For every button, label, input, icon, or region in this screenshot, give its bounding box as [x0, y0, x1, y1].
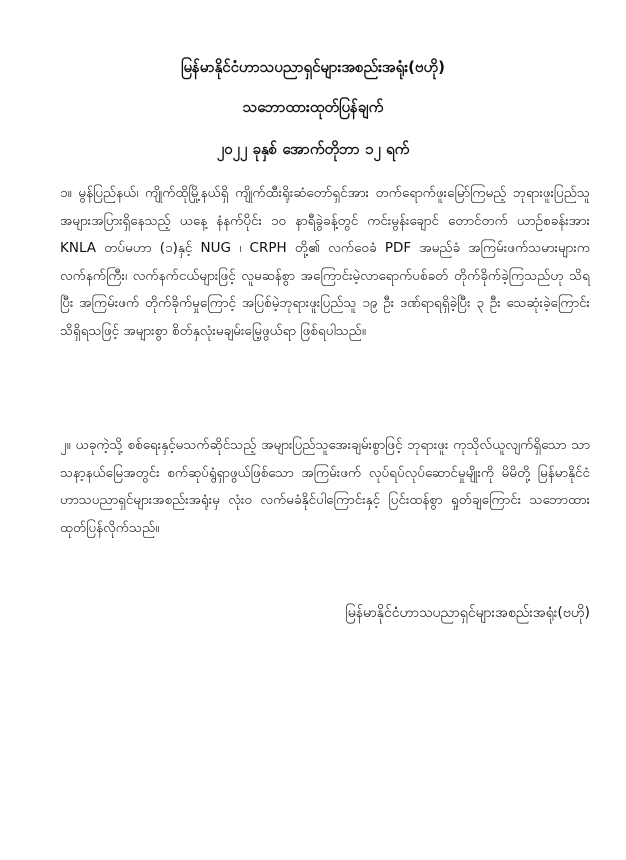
paragraph-1: ၁။ မွန်ပြည်နယ်၊ ကျိုက်ထိုမြို့နယ်ရှိ ကျိုက်ထီးရိုးဆံတော်ရှင်အား တက်ရောက်ဖူးမြော်ကြမည့် ဘုရားဖူးပြည်သူအများအပြားရှိနေသည့် ယနေ့ နံနက်ပိုင်း ၁၀ နာရီခွဲခန့်တွင် ကင်းမွန်းချောင် တောင်တက် ယာဉ်စခန်းအား KNLA တပ်မဟာ (၁)နှင့် NUG ၊ CRPH တို့၏ လက်ဝေခံ PDF အမည်ခံ အကြမ်းဖက်သမားများက လက်နက်ကြီး၊ လက်နက်ငယ်များဖြင့် လူမဆန်စွာ အကြောင်းမဲ့လာရောက်ပစ်ခတ် တိုက်ခိုက်ခဲ့ကြသည်ဟု သိရပြီး အကြမ်းဖက် တိုက်ခိုက်မှုကြောင့် အပြစ်မဲ့ဘုရားဖူးပြည်သူ ၁၉ ဦး ဒဏ်ရာရရှိခဲ့ပြီး ၃ ဦး သေဆုံးခဲ့ကြောင်း သိရှိရသဖြင့် အများစွာ စိတ်နှလုံးမချမ်းမြေ့ဖွယ်ရာ ဖြစ်ရပါသည်။: [60, 185, 590, 339]
signature-organization: မြန်မာနိုင်ငံဟာသပညာရှင်များအစည်းအရုံး(ဗဟို): [345, 605, 590, 621]
organization-heading: မြန်မာနိုင်ငံဟာသပညာရှင်များအစည်းအရုံး(ဗဟို): [180, 58, 446, 76]
statement-date: ၂၀၂၂ ခုနှစ် အောက်တိုဘာ ၁၂ ရက်: [216, 140, 410, 158]
statement-title: သဘောထားထုတ်ပြန်ချက်: [242, 98, 384, 116]
paragraph-2: ၂။ ယခုကဲ့သို့ စစ်ရေးနှင့်မသက်ဆိုင်သည့် အများပြည်သူအေးချမ်းစွာဖြင့် ဘုရားဖူး ကုသိုလ်ယူလျက်ရှိသော သာသနာ့နယ်မြေအတွင်း စက်ဆုပ်ရွံရှာဖွယ်ဖြစ်သော အကြမ်းဖက် လုပ်ရပ်လုပ်ဆောင်မှုမျိုးကို မိမိတို့ မြန်မာနိုင်ငံဟာသပညာရှင်များအစည်းအရုံးမှ လုံးဝ လက်မခံနိုင်ပါကြောင်းနှင့် ပြင်းထန်စွာ ရှုတ်ချကြောင်း သဘောထားထုတ်ပြန်လိုက်သည်။: [60, 437, 590, 536]
